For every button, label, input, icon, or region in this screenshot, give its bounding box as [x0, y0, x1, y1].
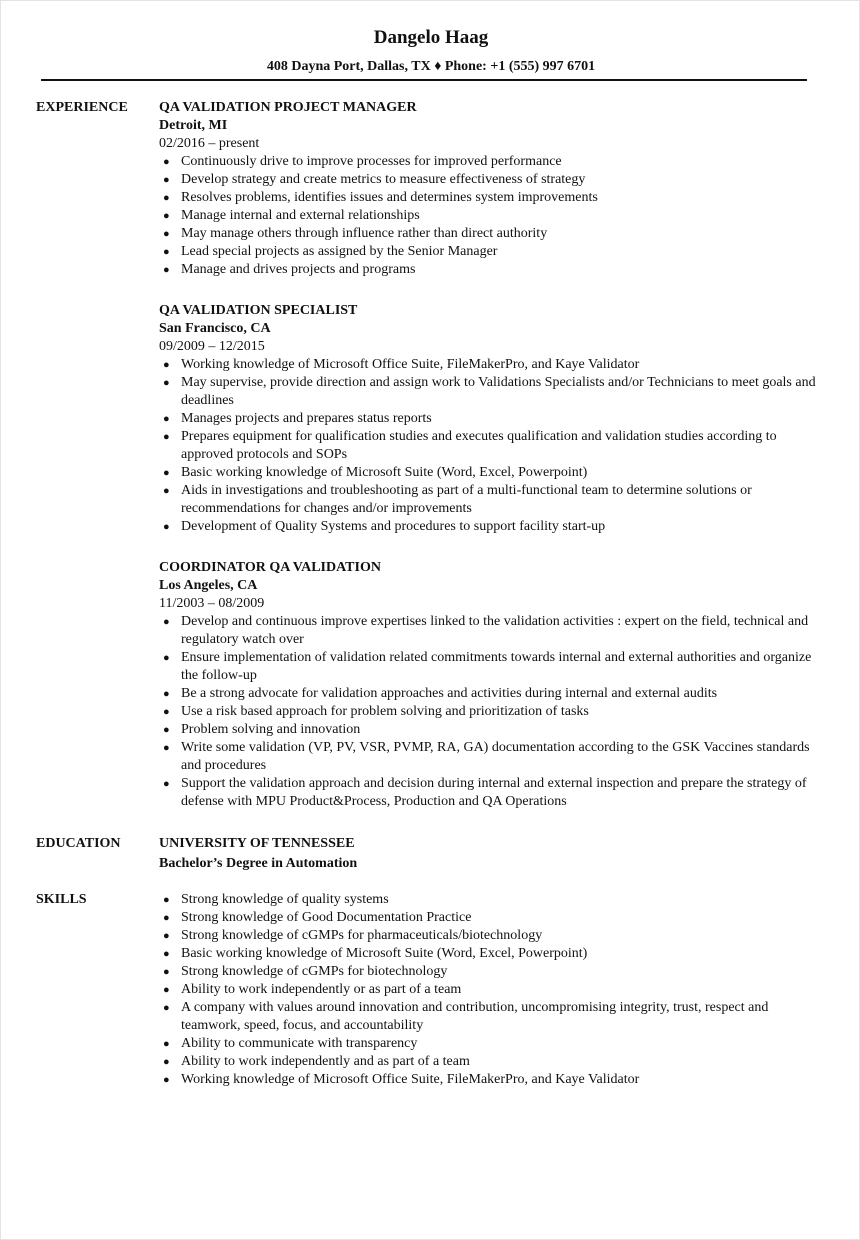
bullet-item [159, 356, 819, 374]
bullet-icon: ● [163, 1038, 170, 1050]
bullet-icon: ● [163, 210, 170, 222]
skill-item [159, 999, 819, 1035]
bullet-text: Manages projects and prepares status reports [181, 411, 432, 426]
job-location: Detroit, MI [159, 118, 228, 133]
bullet-icon: ● [163, 485, 170, 497]
bullet-icon: ● [163, 930, 170, 942]
job-location: San Francisco, CA [159, 321, 271, 336]
bullet-item [159, 721, 819, 739]
bullet-item [159, 171, 819, 189]
skill-item [159, 891, 819, 909]
education-body [159, 835, 819, 873]
skill-text: Ability to work independently and as part of a team [181, 1054, 470, 1069]
bullet-text: May manage others through influence rather than direct authority [181, 226, 548, 241]
job-bullets [159, 613, 819, 811]
bullet-text: May supervise, provide direction and assign work to Validations Specialists and/or Technicians to meet goals and deadlines [181, 375, 816, 408]
job-entry [159, 302, 819, 536]
bullet-icon: ● [163, 431, 170, 443]
bullet-item [159, 225, 819, 243]
bullet-item [159, 374, 819, 410]
skills-body [159, 891, 819, 1089]
bullet-text: Prepares equipment for qualification studies and executes qualification and validation studies according to approved protocols and SOPs [181, 429, 777, 462]
bullet-icon: ● [163, 228, 170, 240]
bullet-text: Aids in investigations and troubleshooting as part of a multi-functional team to determine solutions or recommendations for changes and/or improvements [181, 483, 752, 516]
skill-text: Strong knowledge of cGMPs for pharmaceuticals/biotechnology [181, 928, 543, 943]
degree-name: Bachelor’s Degree in Automation [159, 856, 358, 871]
job-title: COORDINATOR QA VALIDATION [159, 560, 381, 575]
school-name: UNIVERSITY OF TENNESSEE [159, 836, 355, 851]
bullet-item [159, 482, 819, 518]
skills-heading: SKILLS [36, 892, 87, 907]
job-dates: 11/2003 – 08/2009 [159, 596, 265, 611]
bullet-icon: ● [163, 984, 170, 996]
bullet-text: Resolves problems, identifies issues and determines system improvements [181, 190, 598, 205]
bullet-icon: ● [163, 706, 170, 718]
skill-item [159, 1035, 819, 1053]
bullet-icon: ● [163, 966, 170, 978]
job-title: QA VALIDATION SPECIALIST [159, 303, 358, 318]
bullet-text: Manage internal and external relationships [181, 208, 420, 223]
skills-list [159, 891, 819, 1089]
bullet-text: Develop strategy and create metrics to measure effectiveness of strategy [181, 172, 586, 187]
skill-text: Strong knowledge of Good Documentation Practice [181, 910, 472, 925]
skill-item [159, 981, 819, 999]
skill-item [159, 1053, 819, 1071]
contact-line: 408 Dayna Port, Dallas, TX ♦ Phone: +1 (555) 997 6701 [266, 59, 596, 74]
skill-text: Strong knowledge of quality systems [181, 892, 389, 907]
bullet-text: Be a strong advocate for validation approaches and activities during internal and external audits [181, 686, 718, 701]
bullet-icon: ● [163, 413, 170, 425]
bullet-item [159, 189, 819, 207]
skill-item [159, 909, 819, 927]
bullet-item [159, 207, 819, 225]
bullet-icon: ● [163, 192, 170, 204]
skill-item [159, 1071, 819, 1089]
education-heading: EDUCATION [36, 836, 121, 851]
bullet-text: Development of Quality Systems and procedures to support facility start-up [181, 519, 606, 534]
skill-item [159, 963, 819, 981]
bullet-item [159, 410, 819, 428]
skill-text: Ability to work independently or as part of a team [181, 982, 462, 997]
bullet-item [159, 428, 819, 464]
candidate-name: Dangelo Haag [373, 27, 489, 48]
bullet-text: Working knowledge of Microsoft Office Suite, FileMakerPro, and Kaye Validator [181, 357, 640, 372]
bullet-text: Write some validation (VP, PV, VSR, PVMP, RA, GA) documentation according to the GSK Vaccines standards and procedures [181, 740, 810, 773]
skill-text: Ability to communicate with transparency [181, 1036, 418, 1051]
bullet-text: Develop and continuous improve expertises linked to the validation activities : expert on the field, technical and regulatory watch over [181, 614, 809, 647]
job-dates: 02/2016 – present [159, 136, 260, 151]
bullet-icon: ● [163, 377, 170, 389]
job-bullets [159, 356, 819, 536]
skill-item [159, 927, 819, 945]
job-entry [159, 559, 819, 811]
bullet-text: Continuously drive to improve processes for improved performance [181, 154, 562, 169]
bullet-icon: ● [163, 264, 170, 276]
job-location: Los Angeles, CA [159, 578, 258, 593]
bullet-icon: ● [163, 948, 170, 960]
header-divider [41, 79, 807, 81]
bullet-item [159, 703, 819, 721]
bullet-item [159, 153, 819, 171]
bullet-text: Ensure implementation of validation related commitments towards internal and external authorities and organize the follow-up [181, 650, 812, 683]
bullet-item [159, 464, 819, 482]
bullet-item [159, 649, 819, 685]
bullet-item [159, 685, 819, 703]
bullet-icon: ● [163, 521, 170, 533]
bullet-icon: ● [163, 1074, 170, 1086]
bullet-icon: ● [163, 246, 170, 258]
resume-header [1, 25, 860, 76]
bullet-icon: ● [163, 724, 170, 736]
bullet-text: Problem solving and innovation [181, 722, 361, 737]
bullet-icon: ● [163, 616, 170, 628]
bullet-item [159, 739, 819, 775]
bullet-text: Lead special projects as assigned by the Senior Manager [181, 244, 498, 259]
bullet-icon: ● [163, 652, 170, 664]
skill-text: Strong knowledge of cGMPs for biotechnology [181, 964, 448, 979]
bullet-icon: ● [163, 1056, 170, 1068]
bullet-item [159, 518, 819, 536]
bullet-icon: ● [163, 359, 170, 371]
job-dates: 09/2009 – 12/2015 [159, 339, 265, 354]
job-title: QA VALIDATION PROJECT MANAGER [159, 100, 417, 115]
bullet-text: Manage and drives projects and programs [181, 262, 416, 277]
bullet-icon: ● [163, 467, 170, 479]
bullet-icon: ● [163, 894, 170, 906]
bullet-text: Use a risk based approach for problem solving and prioritization of tasks [181, 704, 589, 719]
experience-heading: EXPERIENCE [36, 100, 128, 115]
skill-text: Basic working knowledge of Microsoft Suite (Word, Excel, Powerpoint) [181, 946, 588, 961]
bullet-icon: ● [163, 742, 170, 754]
bullet-icon: ● [163, 778, 170, 790]
bullet-item [159, 775, 819, 811]
experience-body [159, 99, 819, 834]
bullet-icon: ● [163, 688, 170, 700]
skill-item [159, 945, 819, 963]
bullet-item [159, 261, 819, 279]
skill-text: Working knowledge of Microsoft Office Suite, FileMakerPro, and Kaye Validator [181, 1072, 640, 1087]
bullet-icon: ● [163, 156, 170, 168]
job-entry [159, 99, 819, 279]
skill-text: A company with values around innovation and contribution, uncompromising integrity, trust, respect and teamwork, speed, focus, and accountability [181, 1000, 769, 1033]
bullet-icon: ● [163, 174, 170, 186]
bullet-item [159, 613, 819, 649]
bullet-icon: ● [163, 912, 170, 924]
bullet-text: Basic working knowledge of Microsoft Suite (Word, Excel, Powerpoint) [181, 465, 588, 480]
bullet-item [159, 243, 819, 261]
bullet-icon: ● [163, 1002, 170, 1014]
job-bullets [159, 153, 819, 279]
bullet-text: Support the validation approach and decision during internal and external inspection and prepare the strategy of defense with MPU Product&Process, Production and QA Operations [181, 776, 807, 809]
